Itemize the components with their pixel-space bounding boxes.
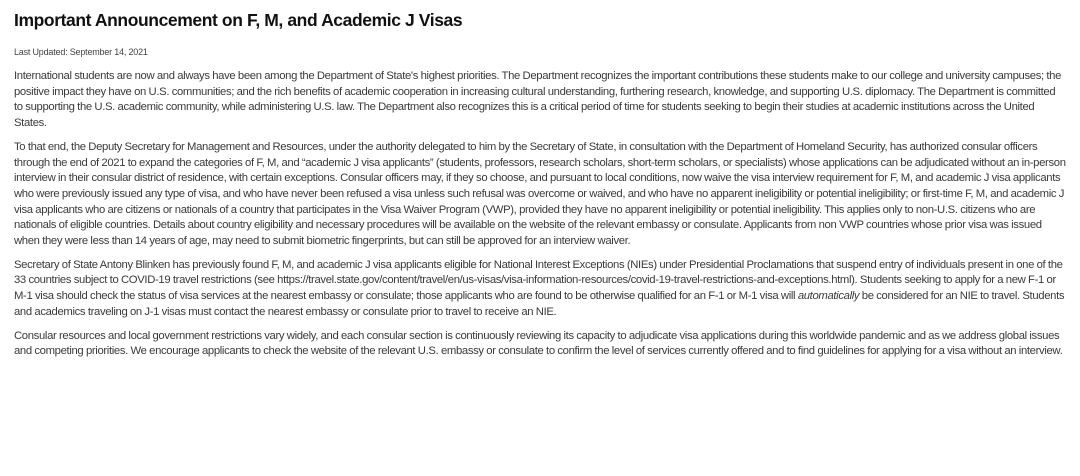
last-updated-date: Last Updated: September 14, 2021 [14, 47, 148, 57]
paragraph-national-interest-exceptions [14, 258, 1066, 321]
paragraph-nie-text-end: be considered for an NIE to travel. Students and academics traveling on J-1 visas must contact the nearest embassy or consulate prior to travel to receive an NIE. [14, 290, 1065, 318]
paragraph-nie-text-start: Secretary of State Antony Blinken has previously found F, M, and academic J visa applicants eligible for National Interest Exceptions (NIEs) under Presidential Proclamations that suspend entry of individuals present in one of the 33 countries subject to COVID-19 travel restrictions (see https://travel.state.gov/content/travel/en/us-visas/visa-information-resources/covid-19-travel-restrictions-and-exceptions.html). Students seeking to apply for a new F-1 or M-1 visa should check the status of visa services at the nearest embassy or consulate; those applicants who are found to be otherwise qualified for an F-1 or M-1 visa will [14, 258, 1063, 303]
page-title: Important Announcement on F, M, and Academic J Visas [14, 10, 463, 30]
paragraph-consular-resources: Consular resources and local government restrictions vary widely, and each consular section is continuously reviewing its capacity to adjudicate visa applications during this worldwide pandemic and as we address global issues and competing priorities. We encourage applicants to check the website of the relevant U.S. embassy or consulate to confirm the level of services currently offered and to find guidelines for applying for a visa without an interview. [14, 329, 1063, 358]
paragraph-interview-waiver: To that end, the Deputy Secretary for Management and Resources, under the authority delegated to him by the Secretary of State, in consultation with the Department of Homeland Security, has authorized consular officers through the end of 2021 to expand the categories of F, M, and “academic J visa applicants” (students, professors, research scholars, short-term scholars, or specialists) whose applications can be adjudicated without an in-person interview in their consular district of residence, with certain exceptions. Consular officers may, if they so choose, and pursuant to local conditions, now waive the visa interview requirement for F, M, and academic J visa applicants who were previously issued any type of visa, and who have never been refused a visa unless such refusal was overcome or waived, and who have no apparent ineligibility or potential ineligibility; or first-time F, M, and academic J visa applicants who are citizens or nationals of a country that participates in the Visa Waiver Program (VWP), provided they have no apparent ineligibility or potential ineligibility. This applies only to non-U.S. citizens who are nationals of eligible countries. Details about country eligibility and necessary procedures will be available on the website of the relevant embassy or consulate. Applicants from non VWP countries whose prior visa was issued when they were less than 14 years of age, may need to submit biometric fingerprints, but can still be approved for an interview waiver. [14, 140, 1066, 248]
emphasis-automatically: automatically [797, 290, 860, 303]
paragraph-students-priority: International students are now and always have been among the Department of State's highest priorities. The Department recognizes the important contributions these students make to our college and university campuses; the positive impact they have on U.S. communities; and the rich benefits of academic cooperation in increasing cultural understanding, furthering research, knowledge, and supporting U.S. diplomacy. The Department is committed to supporting the U.S. academic community, while administering U.S. law. The Department also recognizes this is a critical period of time for students seeking to begin their studies at academic institutions across the United States. [14, 70, 1062, 130]
